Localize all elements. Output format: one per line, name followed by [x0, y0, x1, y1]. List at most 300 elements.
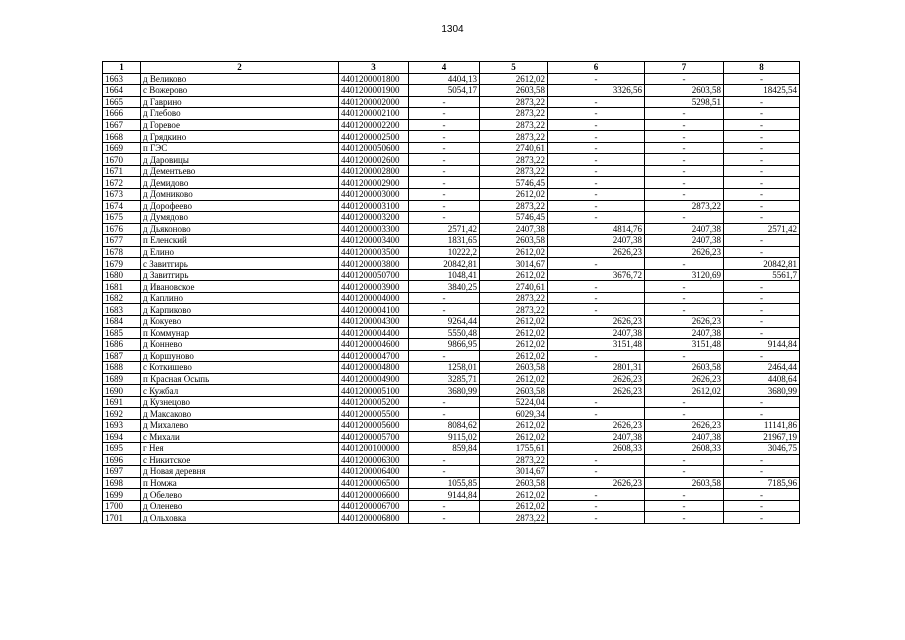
value-col-5-cell: 2603,58: [480, 477, 548, 489]
settlement-name-cell: п Красная Осыпь: [141, 373, 339, 385]
value-col-7-cell: 2407,38: [645, 431, 724, 443]
value-col-8-cell: -: [724, 235, 800, 247]
value-col-8-cell: 9144,84: [724, 339, 800, 351]
value-col-5-cell: 6029,34: [480, 408, 548, 420]
table-row: [103, 235, 800, 247]
value-col-5-cell: 2603,58: [480, 235, 548, 247]
value-col-6-cell: 2801,31: [548, 362, 645, 374]
value-col-5-cell: 2612,02: [480, 489, 548, 501]
table-row: [103, 396, 800, 408]
row-number-cell: 1676: [103, 223, 141, 235]
value-col-4-cell: -: [409, 304, 480, 316]
settlement-name-cell: д Коннево: [141, 339, 339, 351]
value-col-4-cell: -: [409, 96, 480, 108]
value-col-5-cell: 2612,02: [480, 327, 548, 339]
value-col-8-cell: -: [724, 189, 800, 201]
oktmo-code-cell: 4401200004000: [339, 292, 409, 304]
oktmo-code-cell: 4401200004600: [339, 339, 409, 351]
row-number-cell: 1669: [103, 142, 141, 154]
value-col-4-cell: 2571,42: [409, 223, 480, 235]
value-col-7-cell: 2612,02: [645, 385, 724, 397]
settlement-name-cell: д Максаково: [141, 408, 339, 420]
table-row: [103, 96, 800, 108]
value-col-4-cell: -: [409, 108, 480, 120]
value-col-6-cell: 2626,23: [548, 246, 645, 258]
value-col-7-cell: -: [645, 292, 724, 304]
table-row: [103, 212, 800, 224]
oktmo-code-cell: 4401200005600: [339, 419, 409, 431]
row-number-cell: 1688: [103, 362, 141, 374]
row-number-cell: 1701: [103, 512, 141, 524]
value-col-6-cell: -: [548, 281, 645, 293]
column-header-8: 8: [724, 62, 800, 74]
row-number-cell: 1696: [103, 454, 141, 466]
value-col-5-cell: 2407,38: [480, 223, 548, 235]
value-col-7-cell: 2407,38: [645, 327, 724, 339]
table-row: [103, 327, 800, 339]
data-table: [102, 61, 800, 524]
value-col-8-cell: -: [724, 246, 800, 258]
settlement-name-cell: д Елино: [141, 246, 339, 258]
value-col-4-cell: -: [409, 292, 480, 304]
row-number-cell: 1694: [103, 431, 141, 443]
row-number-cell: 1695: [103, 443, 141, 455]
value-col-8-cell: -: [724, 454, 800, 466]
value-col-7-cell: 2603,58: [645, 362, 724, 374]
row-number-cell: 1682: [103, 292, 141, 304]
oktmo-code-cell: 4401200004100: [339, 304, 409, 316]
row-number-cell: 1687: [103, 350, 141, 362]
table-row: [103, 223, 800, 235]
value-col-4-cell: -: [409, 466, 480, 478]
value-col-8-cell: 21967,19: [724, 431, 800, 443]
value-col-7-cell: -: [645, 454, 724, 466]
value-col-5-cell: 2873,22: [480, 119, 548, 131]
value-col-4-cell: -: [409, 119, 480, 131]
value-col-8-cell: -: [724, 500, 800, 512]
settlement-name-cell: д Кузнецово: [141, 396, 339, 408]
row-number-cell: 1700: [103, 500, 141, 512]
value-col-7-cell: -: [645, 396, 724, 408]
value-col-8-cell: -: [724, 327, 800, 339]
column-header-6: 6: [548, 62, 645, 74]
value-col-7-cell: -: [645, 466, 724, 478]
oktmo-code-cell: 4401200001800: [339, 73, 409, 85]
oktmo-code-cell: 4401200004700: [339, 350, 409, 362]
row-number-cell: 1664: [103, 85, 141, 97]
value-col-5-cell: 5746,45: [480, 212, 548, 224]
settlement-name-cell: д Дементьево: [141, 165, 339, 177]
settlement-name-cell: д Демидово: [141, 177, 339, 189]
settlement-name-cell: с Завитгирь: [141, 258, 339, 270]
value-col-8-cell: 11141,86: [724, 419, 800, 431]
value-col-8-cell: -: [724, 108, 800, 120]
oktmo-code-cell: 4401200003200: [339, 212, 409, 224]
value-col-7-cell: -: [645, 154, 724, 166]
value-col-4-cell: 8084,62: [409, 419, 480, 431]
value-col-5-cell: 2873,22: [480, 200, 548, 212]
value-col-8-cell: -: [724, 316, 800, 328]
value-col-7-cell: -: [645, 131, 724, 143]
oktmo-code-cell: 4401200050600: [339, 142, 409, 154]
row-number-cell: 1686: [103, 339, 141, 351]
value-col-7-cell: 2626,23: [645, 419, 724, 431]
table-row: [103, 108, 800, 120]
row-number-cell: 1678: [103, 246, 141, 258]
page-number: 1304: [441, 24, 464, 35]
value-col-4-cell: -: [409, 165, 480, 177]
settlement-name-cell: п ГЭС: [141, 142, 339, 154]
value-col-7-cell: 2626,23: [645, 246, 724, 258]
table-row: [103, 200, 800, 212]
value-col-5-cell: 2612,02: [480, 73, 548, 85]
table-row: [103, 489, 800, 501]
row-number-cell: 1690: [103, 385, 141, 397]
oktmo-code-cell: 4401200005100: [339, 385, 409, 397]
value-col-6-cell: -: [548, 512, 645, 524]
oktmo-code-cell: 4401200003000: [339, 189, 409, 201]
table-row: [103, 350, 800, 362]
row-number-cell: 1673: [103, 189, 141, 201]
row-number-cell: 1665: [103, 96, 141, 108]
row-number-cell: 1679: [103, 258, 141, 270]
row-number-cell: 1671: [103, 165, 141, 177]
table-header-row: [103, 62, 800, 74]
table-row: [103, 466, 800, 478]
settlement-name-cell: д Грядкино: [141, 131, 339, 143]
table-row: [103, 316, 800, 328]
value-col-7-cell: -: [645, 165, 724, 177]
settlement-name-cell: д Каплино: [141, 292, 339, 304]
row-number-cell: 1684: [103, 316, 141, 328]
row-number-cell: 1677: [103, 235, 141, 247]
oktmo-code-cell: 4401200002900: [339, 177, 409, 189]
value-col-6-cell: 2626,23: [548, 316, 645, 328]
oktmo-code-cell: 4401200002600: [339, 154, 409, 166]
value-col-4-cell: 1048,41: [409, 269, 480, 281]
settlement-name-cell: д Новая деревня: [141, 466, 339, 478]
value-col-4-cell: 3840,25: [409, 281, 480, 293]
value-col-8-cell: -: [724, 292, 800, 304]
table-row: [103, 292, 800, 304]
value-col-6-cell: -: [548, 96, 645, 108]
settlement-name-cell: д Завитгирь: [141, 269, 339, 281]
value-col-4-cell: -: [409, 512, 480, 524]
value-col-5-cell: 2740,61: [480, 281, 548, 293]
value-col-8-cell: -: [724, 489, 800, 501]
row-number-cell: 1692: [103, 408, 141, 420]
settlement-name-cell: д Глебово: [141, 108, 339, 120]
table-row: [103, 73, 800, 85]
value-col-4-cell: 9264,44: [409, 316, 480, 328]
value-col-6-cell: -: [548, 258, 645, 270]
oktmo-code-cell: 4401200001900: [339, 85, 409, 97]
value-col-7-cell: 2626,23: [645, 316, 724, 328]
value-col-6-cell: -: [548, 131, 645, 143]
settlement-name-cell: п Номжа: [141, 477, 339, 489]
value-col-6-cell: -: [548, 350, 645, 362]
value-col-6-cell: -: [548, 154, 645, 166]
value-col-6-cell: -: [548, 73, 645, 85]
table-row: [103, 281, 800, 293]
column-header-2: 2: [141, 62, 339, 74]
settlement-name-cell: д Горевое: [141, 119, 339, 131]
oktmo-code-cell: 4401200006800: [339, 512, 409, 524]
value-col-6-cell: -: [548, 119, 645, 131]
value-col-6-cell: -: [548, 189, 645, 201]
row-number-cell: 1699: [103, 489, 141, 501]
value-col-5-cell: 2873,22: [480, 512, 548, 524]
value-col-8-cell: 5561,7: [724, 269, 800, 281]
value-col-4-cell: 20842,81: [409, 258, 480, 270]
oktmo-code-cell: 4401200004800: [339, 362, 409, 374]
value-col-4-cell: 1258,01: [409, 362, 480, 374]
value-col-4-cell: 1831,65: [409, 235, 480, 247]
value-col-4-cell: -: [409, 212, 480, 224]
value-col-5-cell: 2612,02: [480, 246, 548, 258]
value-col-5-cell: 2612,02: [480, 189, 548, 201]
value-col-7-cell: -: [645, 119, 724, 131]
settlement-name-cell: п Еленский: [141, 235, 339, 247]
value-col-7-cell: -: [645, 512, 724, 524]
table-row: [103, 258, 800, 270]
value-col-6-cell: -: [548, 212, 645, 224]
settlement-name-cell: с Кужбал: [141, 385, 339, 397]
value-col-7-cell: -: [645, 212, 724, 224]
oktmo-code-cell: 4401200050700: [339, 269, 409, 281]
row-number-cell: 1689: [103, 373, 141, 385]
value-col-8-cell: -: [724, 165, 800, 177]
table-row: [103, 419, 800, 431]
settlement-name-cell: д Домниково: [141, 189, 339, 201]
value-col-8-cell: -: [724, 154, 800, 166]
settlement-name-cell: с Коткишево: [141, 362, 339, 374]
table-row: [103, 443, 800, 455]
settlement-name-cell: д Коршуново: [141, 350, 339, 362]
value-col-7-cell: 2603,58: [645, 85, 724, 97]
value-col-5-cell: 3014,67: [480, 466, 548, 478]
row-number-cell: 1674: [103, 200, 141, 212]
value-col-6-cell: -: [548, 108, 645, 120]
value-col-6-cell: 2626,23: [548, 477, 645, 489]
value-col-6-cell: -: [548, 177, 645, 189]
oktmo-code-cell: 4401200003100: [339, 200, 409, 212]
value-col-4-cell: -: [409, 408, 480, 420]
value-col-8-cell: -: [724, 177, 800, 189]
oktmo-code-cell: 4401200003300: [339, 223, 409, 235]
oktmo-code-cell: 4401200006600: [339, 489, 409, 501]
oktmo-code-cell: 4401200002800: [339, 165, 409, 177]
value-col-8-cell: 2464,44: [724, 362, 800, 374]
oktmo-code-cell: 4401200002500: [339, 131, 409, 143]
value-col-7-cell: -: [645, 489, 724, 501]
value-col-5-cell: 2603,58: [480, 362, 548, 374]
oktmo-code-cell: 4401200006500: [339, 477, 409, 489]
value-col-4-cell: -: [409, 454, 480, 466]
value-col-5-cell: 2873,22: [480, 131, 548, 143]
value-col-4-cell: 9866,95: [409, 339, 480, 351]
table-row: [103, 304, 800, 316]
value-col-6-cell: 3326,56: [548, 85, 645, 97]
value-col-5-cell: 2612,02: [480, 339, 548, 351]
value-col-6-cell: 2626,23: [548, 385, 645, 397]
settlement-name-cell: с Вожерово: [141, 85, 339, 97]
value-col-5-cell: 2603,58: [480, 385, 548, 397]
value-col-6-cell: 2608,33: [548, 443, 645, 455]
value-col-5-cell: 5224,04: [480, 396, 548, 408]
value-col-7-cell: 2407,38: [645, 235, 724, 247]
oktmo-code-cell: 4401200005200: [339, 396, 409, 408]
oktmo-code-cell: 4401200100000: [339, 443, 409, 455]
settlement-name-cell: с Никитское: [141, 454, 339, 466]
value-col-5-cell: 2612,02: [480, 269, 548, 281]
value-col-5-cell: 2740,61: [480, 142, 548, 154]
value-col-7-cell: -: [645, 281, 724, 293]
value-col-8-cell: -: [724, 304, 800, 316]
value-col-8-cell: -: [724, 119, 800, 131]
oktmo-code-cell: 4401200005500: [339, 408, 409, 420]
value-col-8-cell: 7185,96: [724, 477, 800, 489]
value-col-6-cell: -: [548, 292, 645, 304]
value-col-4-cell: 3285,71: [409, 373, 480, 385]
value-col-6-cell: 3151,48: [548, 339, 645, 351]
value-col-7-cell: -: [645, 108, 724, 120]
value-col-4-cell: -: [409, 142, 480, 154]
settlement-name-cell: д Оленево: [141, 500, 339, 512]
value-col-5-cell: 2612,02: [480, 431, 548, 443]
oktmo-code-cell: 4401200006700: [339, 500, 409, 512]
table-row: [103, 131, 800, 143]
row-number-cell: 1675: [103, 212, 141, 224]
value-col-8-cell: -: [724, 396, 800, 408]
value-col-5-cell: 2612,02: [480, 500, 548, 512]
settlement-name-cell: д Дьяконово: [141, 223, 339, 235]
value-col-4-cell: -: [409, 200, 480, 212]
value-col-8-cell: -: [724, 96, 800, 108]
value-col-5-cell: 2612,02: [480, 419, 548, 431]
table-row: [103, 85, 800, 97]
table-row: [103, 454, 800, 466]
value-col-7-cell: 5298,51: [645, 96, 724, 108]
table-row: [103, 362, 800, 374]
column-header-7: 7: [645, 62, 724, 74]
value-col-7-cell: -: [645, 500, 724, 512]
settlement-name-cell: д Даровицы: [141, 154, 339, 166]
value-col-4-cell: -: [409, 154, 480, 166]
value-col-4-cell: 10222,2: [409, 246, 480, 258]
value-col-6-cell: 2407,38: [548, 235, 645, 247]
oktmo-code-cell: 4401200003400: [339, 235, 409, 247]
value-col-7-cell: 2626,23: [645, 373, 724, 385]
value-col-7-cell: -: [645, 177, 724, 189]
settlement-name-cell: д Обелево: [141, 489, 339, 501]
oktmo-code-cell: 4401200004400: [339, 327, 409, 339]
value-col-6-cell: 4814,76: [548, 223, 645, 235]
value-col-7-cell: 3120,69: [645, 269, 724, 281]
table-row: [103, 154, 800, 166]
value-col-4-cell: -: [409, 396, 480, 408]
row-number-cell: 1697: [103, 466, 141, 478]
value-col-6-cell: 3676,72: [548, 269, 645, 281]
value-col-5-cell: 2873,22: [480, 96, 548, 108]
row-number-cell: 1672: [103, 177, 141, 189]
row-number-cell: 1670: [103, 154, 141, 166]
value-col-6-cell: -: [548, 304, 645, 316]
value-col-8-cell: -: [724, 212, 800, 224]
value-col-4-cell: 9115,02: [409, 431, 480, 443]
value-col-8-cell: -: [724, 200, 800, 212]
table-row: [103, 142, 800, 154]
value-col-4-cell: -: [409, 350, 480, 362]
row-number-cell: 1691: [103, 396, 141, 408]
value-col-6-cell: -: [548, 408, 645, 420]
value-col-6-cell: -: [548, 165, 645, 177]
settlement-name-cell: д Великово: [141, 73, 339, 85]
column-header-5: 5: [480, 62, 548, 74]
value-col-5-cell: 5746,45: [480, 177, 548, 189]
table-row: [103, 512, 800, 524]
value-col-4-cell: 9144,84: [409, 489, 480, 501]
value-col-6-cell: -: [548, 466, 645, 478]
value-col-7-cell: -: [645, 73, 724, 85]
value-col-6-cell: -: [548, 142, 645, 154]
value-col-6-cell: 2626,23: [548, 419, 645, 431]
value-col-6-cell: -: [548, 500, 645, 512]
settlement-name-cell: д Кокуево: [141, 316, 339, 328]
value-col-4-cell: -: [409, 131, 480, 143]
value-col-5-cell: 2873,22: [480, 108, 548, 120]
value-col-4-cell: -: [409, 500, 480, 512]
value-col-6-cell: -: [548, 200, 645, 212]
table-row: [103, 119, 800, 131]
settlement-name-cell: д Гаврино: [141, 96, 339, 108]
settlement-name-cell: с Михали: [141, 431, 339, 443]
oktmo-code-cell: 4401200004300: [339, 316, 409, 328]
value-col-7-cell: -: [645, 142, 724, 154]
value-col-5-cell: 3014,67: [480, 258, 548, 270]
value-col-6-cell: 2407,38: [548, 327, 645, 339]
value-col-4-cell: -: [409, 177, 480, 189]
table-row: [103, 189, 800, 201]
value-col-5-cell: 2612,02: [480, 316, 548, 328]
oktmo-code-cell: 4401200002100: [339, 108, 409, 120]
value-col-7-cell: -: [645, 258, 724, 270]
row-number-cell: 1698: [103, 477, 141, 489]
row-number-cell: 1685: [103, 327, 141, 339]
table-row: [103, 339, 800, 351]
oktmo-code-cell: 4401200002000: [339, 96, 409, 108]
value-col-5-cell: 2873,22: [480, 154, 548, 166]
settlement-name-cell: д Думядово: [141, 212, 339, 224]
value-col-7-cell: 2873,22: [645, 200, 724, 212]
value-col-5-cell: 2873,22: [480, 454, 548, 466]
value-col-5-cell: 1755,61: [480, 443, 548, 455]
settlement-name-cell: д Карпиково: [141, 304, 339, 316]
value-col-8-cell: -: [724, 131, 800, 143]
row-number-cell: 1668: [103, 131, 141, 143]
value-col-7-cell: 2603,58: [645, 477, 724, 489]
oktmo-code-cell: 4401200002200: [339, 119, 409, 131]
value-col-4-cell: -: [409, 189, 480, 201]
row-number-cell: 1667: [103, 119, 141, 131]
oktmo-code-cell: 4401200004900: [339, 373, 409, 385]
column-header-3: 3: [339, 62, 409, 74]
value-col-4-cell: 5054,17: [409, 85, 480, 97]
value-col-8-cell: -: [724, 408, 800, 420]
row-number-cell: 1681: [103, 281, 141, 293]
table-row: [103, 431, 800, 443]
value-col-8-cell: -: [724, 350, 800, 362]
